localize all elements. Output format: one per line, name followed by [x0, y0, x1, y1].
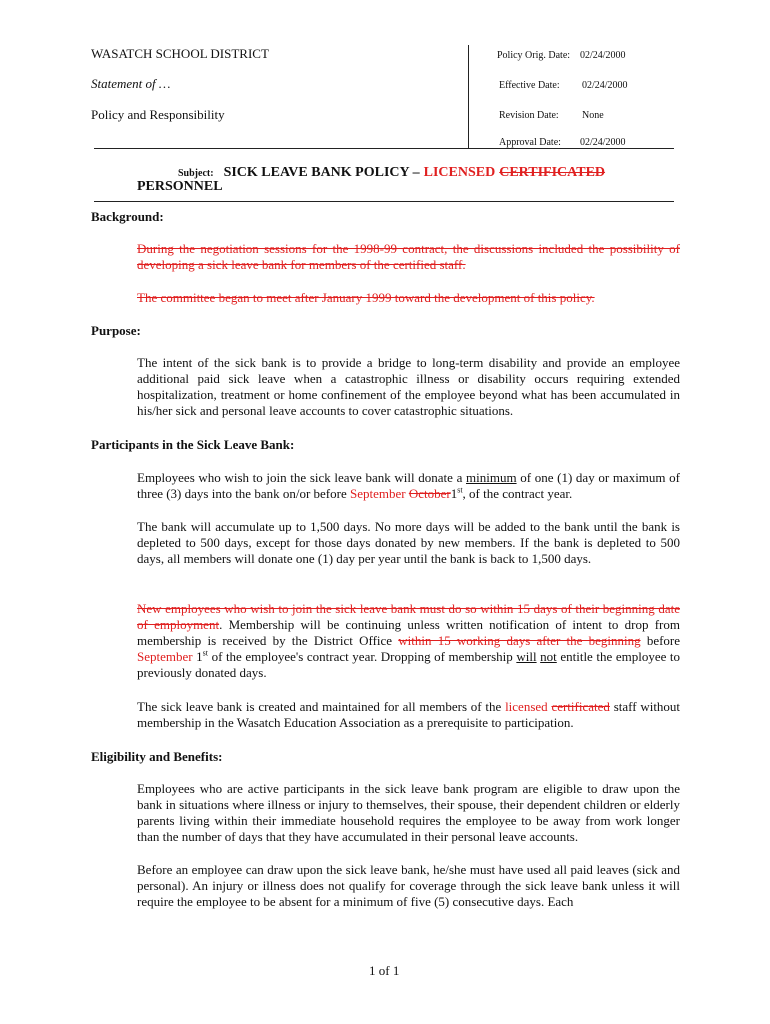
will-underlined: will [516, 649, 537, 664]
subject-rule [94, 201, 674, 202]
page-number: 1 of 1 [369, 963, 400, 978]
eligibility-paragraph-1: Employees who are active participants in the sick leave bank program are eligible to draw upon the bank in situations where illness or injury to themselves, their spouse, their dependent children or elderly parents living within their immediate household requires the employee to be away from work longer than the number of days that they have accumulated in their personal leave accounts. [137, 781, 680, 844]
effective-date-label: Effective Date: [499, 80, 560, 91]
background-paragraph-2: The committee began to meet after January 1999 toward the development of this policy. [137, 290, 595, 305]
district-name: WASATCH SCHOOL DISTRICT [91, 46, 269, 61]
orig-date-label: Policy Orig. Date: [497, 50, 571, 61]
purpose-paragraph: The intent of the sick bank is to provide a bridge to long-term disability and provide an employee additional paid sick leave when a catastrophic illness or disability occurs requiring extended hospitalization, treatment or home confinement of the employee beyond what has been accumulated in his/her sick and personal leave accounts to cover catastrophic situations. [137, 355, 680, 418]
header-rule [94, 148, 674, 149]
october-struck: October [408, 486, 451, 501]
licensed-inserted: licensed [505, 699, 548, 714]
effective-date-value: 02/24/2000 [582, 80, 628, 91]
participants-paragraph-3: New employees who wish to join the sick leave bank must do so within 15 days of their beginning date of employment. Membership will be continuing unless written notification of intent to drop from membership is received by the District Office within 15 working days after the beginning before September 1st of the employee's contract year. Dropping of membership will not entitle the employee to previously donated days. [137, 601, 681, 680]
approval-date-value: 02/24/2000 [580, 137, 626, 148]
background-paragraph-1: During the negotiation sessions for the 1998-99 contract, the discussions included the possibility of developing a sick leave bank for members of the certified staff. [137, 241, 680, 272]
subject-line [178, 163, 605, 181]
minimum-underlined: minimum [466, 470, 517, 485]
participants-paragraph-2: The bank will accumulate up to 1,500 days. No more days will be added to the bank until the bank is depleted to 500 days, except for those days donated by new members. If the bank is depleted to 500 days, all members will donate one (1) day per year until the bank is back to 1,500 days. [137, 519, 680, 566]
participants-paragraph-4: The sick leave bank is created and maintained for all members of the licensed certificated staff without membership in the Wasatch Education Association as a prerequisite to participation. [137, 699, 681, 730]
approval-date-label: Approval Date: [499, 137, 561, 148]
subject-personnel: PERSONNEL [137, 179, 223, 194]
eligibility-paragraph-2: Before an employee can draw upon the sick leave bank, he/she must have used all paid leaves (sick and personal). An injury or illness does not qualify for coverage through the sick leave bank unless it will require the employee to be absent for a minimum of five (5) consecutive days. Each [137, 862, 680, 909]
header-divider-vertical [468, 45, 469, 149]
revision-date-value: None [582, 110, 604, 121]
subject-licensed: LICENSED [423, 165, 496, 180]
subject-certificated-struck: CERTIFICATED [499, 165, 606, 180]
purpose-heading: Purpose: [91, 323, 141, 338]
not-underlined: not [540, 649, 557, 664]
policy-responsibility-label: Policy and Responsibility [91, 107, 225, 122]
participants-paragraph-1: Employees who wish to join the sick leave bank will donate a minimum of one (1) day or maximum of three (3) days into the bank on/or before September October1st, of the contract year. [137, 470, 681, 501]
revision-date-label: Revision Date: [499, 110, 559, 121]
background-heading: Background: [91, 209, 164, 224]
september-inserted: September [349, 486, 406, 501]
eligibility-heading: Eligibility and Benefits: [91, 749, 223, 764]
subject-title: SICK LEAVE BANK POLICY – [223, 165, 420, 180]
certificated-struck: certificated [551, 699, 610, 714]
new-employees-struck: New employees who wish to join the sick leave bank must do so within 15 days of their beginning date of employment [137, 601, 680, 632]
september-inserted-2: September [137, 649, 193, 664]
subject-label: Subject: [178, 168, 214, 179]
participants-heading: Participants in the Sick Leave Bank: [91, 437, 295, 452]
orig-date-value: 02/24/2000 [580, 50, 626, 61]
within-15-days-struck: within 15 working days after the beginning [398, 633, 641, 648]
statement-label: Statement of … [91, 76, 171, 91]
